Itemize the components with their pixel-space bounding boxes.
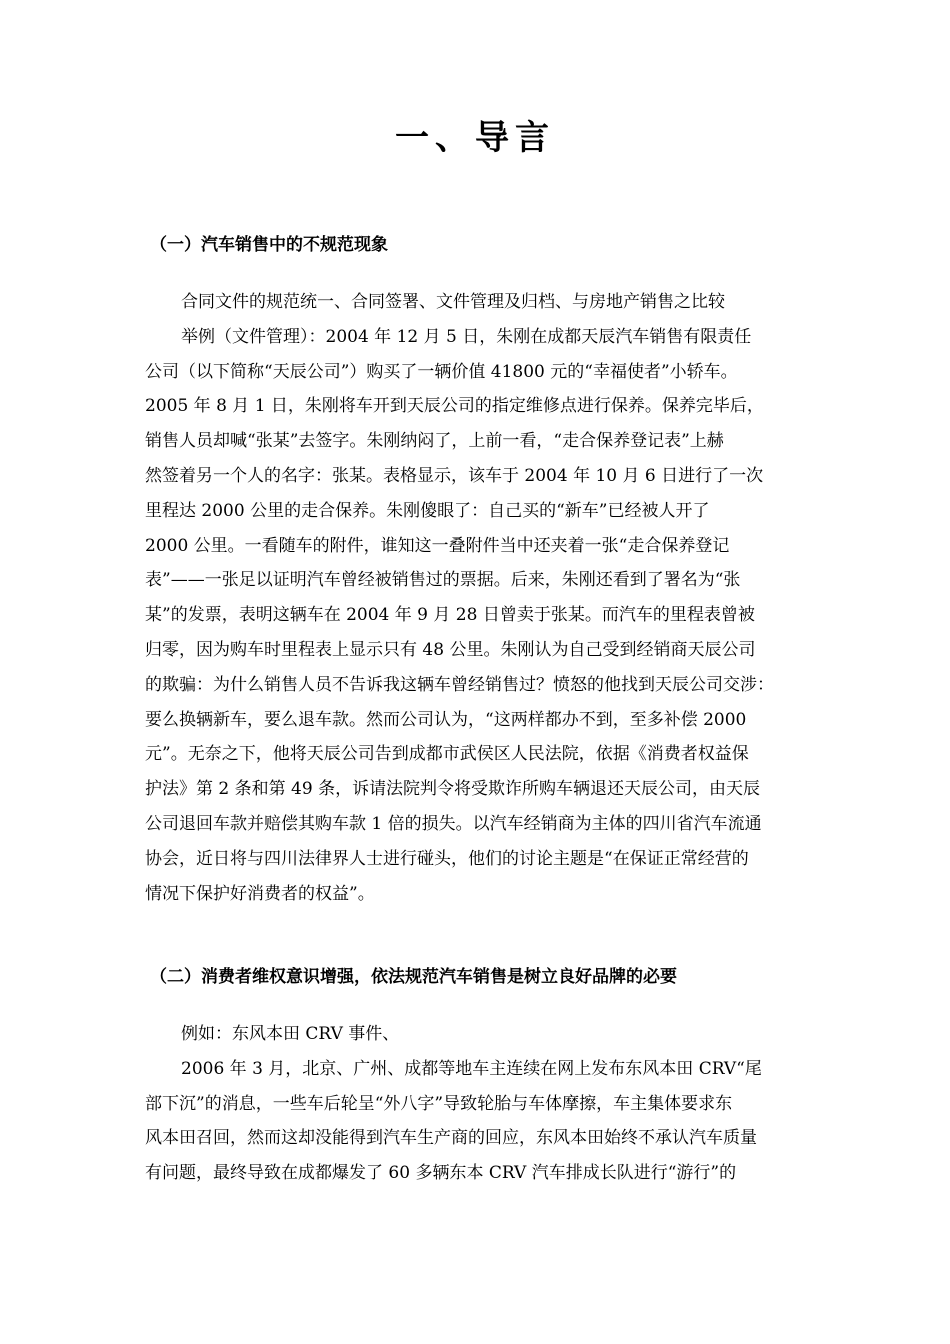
section-heading-1: （一）汽车销售中的不规范现象 (150, 235, 388, 255)
section-1-body (145, 285, 825, 911)
paragraph-line: 风本田召回，然而这却没能得到汽车生产商的回应，东风本田始终不承认汽车质量 (145, 1128, 757, 1149)
paragraph-line: 里程达 2000 公里的走合保养。朱刚傻眼了：自己买的“新车”已经被人开了 (145, 500, 710, 521)
paragraph-line: 举例（文件管理）：2004 年 12 月 5 日，朱刚在成都天辰汽车销售有限责任 (181, 326, 752, 347)
paragraph-line: 协会，近日将与四川法律界人士进行碰头，他们的讨论主题是“在保证正常经营的 (145, 848, 749, 869)
paragraph-line: 公司（以下简称“天辰公司”）购买了一辆价值 41800 元的“幸福使者”小轿车。 (145, 361, 738, 382)
paragraph-line: 公司退回车款并赔偿其购车款 1 倍的损失。以汽车经销商为主体的四川省汽车流通 (145, 813, 762, 834)
paragraph-line: 合同文件的规范统一、合同签署、文件管理及归档、与房地产销售之比较 (181, 292, 725, 312)
paragraph-line: 护法》第 2 条和第 49 条，诉请法院判令将受欺诈所购车辆退还天辰公司，由天辰 (145, 779, 761, 800)
paragraph-line: 部下沉”的消息，一些车后轮呈“外八字”导致轮胎与车体摩擦，车主集体要求东 (145, 1093, 733, 1114)
paragraph-line: 销售人员却喊“张某”去签字。朱刚纳闷了，上前一看，“走合保养登记表”上赫 (145, 431, 724, 452)
section-heading-2: （二）消费者维权意识增强，依法规范汽车销售是树立良好品牌的必要 (150, 967, 677, 987)
paragraph-line: 2005 年 8 月 1 日，朱刚将车开到天辰公司的指定维修点进行保养。保养完毕后， (145, 396, 764, 417)
paragraph-line: 2006 年 3 月，北京、广州、成都等地车主连续在网上发布东风本田 CRV“尾 (181, 1058, 762, 1079)
paragraph-line: 2000 公里。一看随车的附件，谁知这一叠附件当中还夹着一张“走合保养登记 (145, 535, 730, 556)
section-2-body (145, 1017, 825, 1191)
paragraph-line: 然签着另一个人的名字：张某。表格显示，该车于 2004 年 10 月 6 日进行了一次 (145, 465, 764, 486)
paragraph-line: 例如：东风本田 CRV 事件、 (181, 1024, 400, 1044)
paragraph-line: 有问题，最终导致在成都爆发了 60 多辆东本 CRV 汽车排成长队进行“游行”的 (145, 1163, 737, 1184)
paragraph-line: 表”——一张足以证明汽车曾经被销售过的票据。后来，朱刚还看到了署名为“张 (145, 570, 741, 591)
page-title: 一、导言 (395, 118, 555, 158)
paragraph-line: 归零，因为购车时里程表上显示只有 48 公里。朱刚认为自己受到经销商天辰公司 (145, 639, 756, 660)
paragraph-line: 的欺骗：为什么销售人员不告诉我这辆车曾经销售过？愤怒的他找到天辰公司交涉： (145, 674, 774, 695)
paragraph-line: 元”。无奈之下，他将天辰公司告到成都市武侯区人民法院，依据《消费者权益保 (145, 744, 749, 765)
paragraph-line: 要么换辆新车，要么退车款。然而公司认为，“这两样都办不到，至多补偿 2000 (145, 709, 747, 730)
paragraph-line: 情况下保护好消费者的权益”。 (145, 883, 375, 904)
paragraph-line: 某”的发票，表明这辆车在 2004 年 9 月 28 日曾卖于张某。而汽车的里程表曾被 (145, 605, 755, 626)
